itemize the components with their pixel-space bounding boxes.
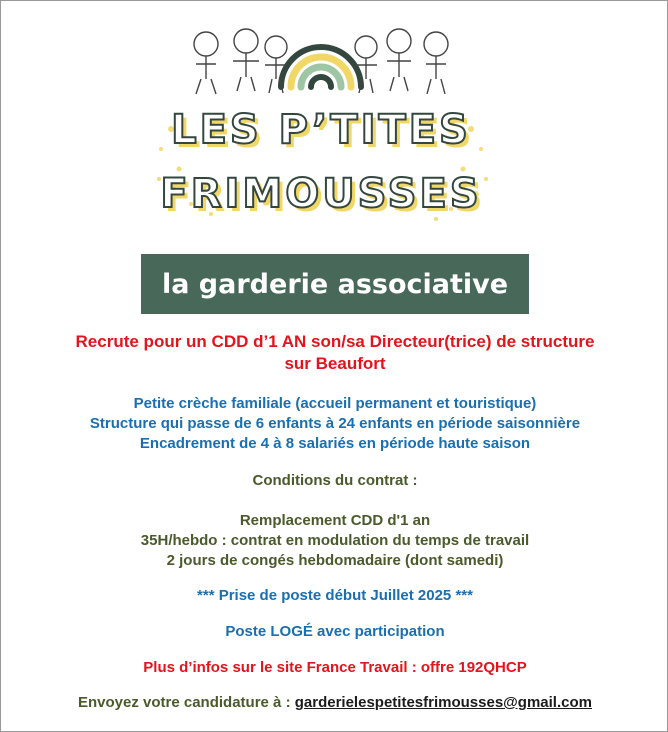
description-line: Encadrement de 4 à 8 salariés en période haute saison (139, 435, 531, 452)
condition-item: Remplacement CDD d'1 an (239, 512, 431, 529)
logo-title-line1: LES P’TITES (171, 107, 471, 153)
condition-item: 35H/hebdo : contrat en modulation du temps de travail (140, 532, 530, 549)
email-link[interactable]: garderielespetitesfrimousses@gmail.com (294, 694, 592, 711)
logo (151, 19, 491, 244)
rainbow-icon (281, 47, 361, 87)
job-description (1, 331, 668, 713)
apply-label: Envoyez votre candidature à : (78, 694, 295, 711)
headline-line2: sur Beaufort (284, 354, 386, 373)
description-line: Petite crèche familiale (accueil permanent et touristique) (133, 395, 537, 412)
apply-line (1, 693, 668, 713)
banner: la garderie associative (141, 254, 529, 314)
conditions-title: Conditions du contrat : (252, 472, 418, 489)
logo-title-line2: FRIMOUSSES (160, 171, 482, 217)
headline-line1: Recrute pour un CDD d’1 AN son/sa Directeur(trice) de structure (75, 332, 595, 351)
condition-item: 2 jours de congés hebdomadaire (dont samedi) (166, 552, 504, 569)
start-date: *** Prise de poste début Juillet 2025 *** (197, 587, 473, 604)
housing-info: Poste LOGÉ avec participation (225, 623, 445, 640)
more-info: Plus d’infos sur le site France Travail : offre 192QHCP (143, 659, 527, 676)
children-drawing-icon (194, 29, 448, 94)
description-line: Structure qui passe de 6 enfants à 24 enfants en période saisonnière (89, 415, 581, 432)
